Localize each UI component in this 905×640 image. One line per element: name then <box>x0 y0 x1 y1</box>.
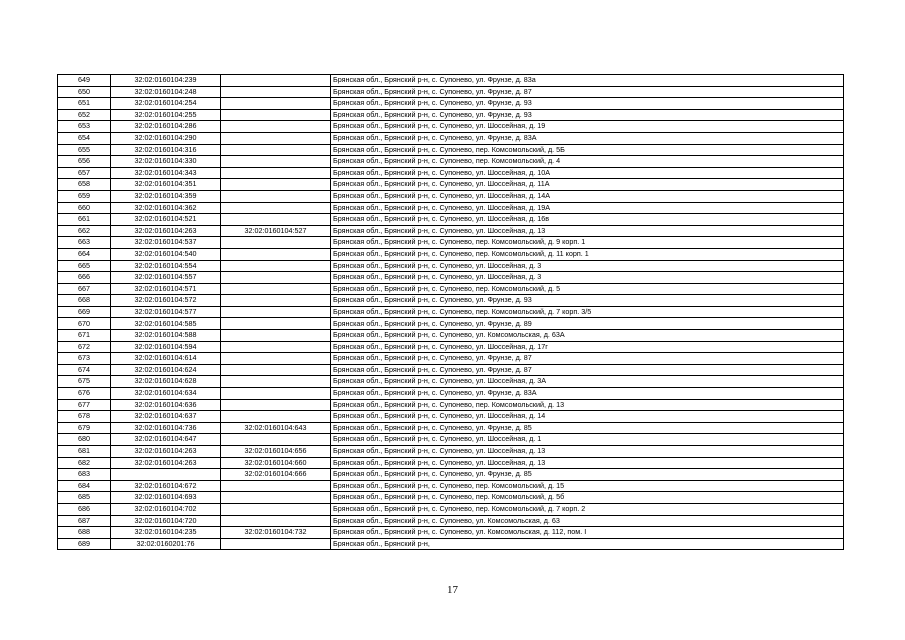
table-row <box>58 156 844 168</box>
related-number-cell <box>221 376 331 388</box>
related-number-cell <box>221 156 331 168</box>
address-cell: Брянская обл., Брянский р-н, с. Супонево, ул. Комсомольская, д. 63А <box>331 330 844 342</box>
row-number-cell: 679 <box>58 422 111 434</box>
cadastral-number-cell: 32:02:0160104:588 <box>111 330 221 342</box>
table-row <box>58 446 844 458</box>
row-number-cell: 657 <box>58 167 111 179</box>
row-number-cell: 651 <box>58 98 111 110</box>
related-number-cell <box>221 75 331 87</box>
cadastral-number-cell: 32:02:0160104:330 <box>111 156 221 168</box>
address-cell: Брянская обл., Брянский р-н, с. Супонево, ул. Шоссейная, д. 3 <box>331 272 844 284</box>
row-number-cell: 655 <box>58 144 111 156</box>
related-number-cell: 32:02:0160104:732 <box>221 527 331 539</box>
cadastral-number-cell: 32:02:0160104:614 <box>111 353 221 365</box>
cadastral-number-cell: 32:02:0160104:263 <box>111 225 221 237</box>
table-row <box>58 75 844 87</box>
address-cell: Брянская обл., Брянский р-н, с. Супонево, пер. Комсомольский, д. 11 корп. 1 <box>331 248 844 260</box>
row-number-cell: 685 <box>58 492 111 504</box>
related-number-cell <box>221 480 331 492</box>
related-number-cell <box>221 109 331 121</box>
row-number-cell: 664 <box>58 248 111 260</box>
address-cell: Брянская обл., Брянский р-н, с. Супонево, ул. Фрунзе, д. 93 <box>331 295 844 307</box>
row-number-cell: 684 <box>58 480 111 492</box>
address-cell: Брянская обл., Брянский р-н, с. Супонево, ул. Фрунзе, д. 85 <box>331 422 844 434</box>
row-number-cell: 677 <box>58 399 111 411</box>
row-number-cell: 673 <box>58 353 111 365</box>
cadastral-number-cell: 32:02:0160104:693 <box>111 492 221 504</box>
table-row <box>58 144 844 156</box>
table-row <box>58 527 844 539</box>
related-number-cell <box>221 341 331 353</box>
cadastral-number-cell: 32:02:0160104:628 <box>111 376 221 388</box>
table-row <box>58 318 844 330</box>
cadastral-number-cell: 32:02:0160104:537 <box>111 237 221 249</box>
table-row <box>58 492 844 504</box>
row-number-cell: 672 <box>58 341 111 353</box>
address-cell: Брянская обл., Брянский р-н, с. Супонево, пер. Комсомольский, д. 15 <box>331 480 844 492</box>
cadastral-table-body <box>58 75 844 550</box>
address-cell: Брянская обл., Брянский р-н, с. Супонево, ул. Шоссейная, д. 16в <box>331 214 844 226</box>
address-cell: Брянская обл., Брянский р-н, с. Супонево, ул. Шоссейная, д. 14А <box>331 190 844 202</box>
related-number-cell <box>221 179 331 191</box>
related-number-cell <box>221 237 331 249</box>
cadastral-number-cell: 32:02:0160104:594 <box>111 341 221 353</box>
cadastral-number-cell: 32:02:0160104:351 <box>111 179 221 191</box>
address-cell: Брянская обл., Брянский р-н, с. Супонево, пер. Комсомольский, д. 7 корп. 3/5 <box>331 306 844 318</box>
cadastral-number-cell: 32:02:0160104:572 <box>111 295 221 307</box>
row-number-cell: 669 <box>58 306 111 318</box>
related-number-cell <box>221 364 331 376</box>
table-row <box>58 248 844 260</box>
cadastral-number-cell: 32:02:0160104:254 <box>111 98 221 110</box>
table-row <box>58 272 844 284</box>
address-cell: Брянская обл., Брянский р-н, с. Супонево, ул. Фрунзе, д. 87 <box>331 86 844 98</box>
cadastral-number-cell: 32:02:0160104:720 <box>111 515 221 527</box>
address-cell: Брянская обл., Брянский р-н, с. Супонево, пер. Комсомольский, д. 13 <box>331 399 844 411</box>
related-number-cell: 32:02:0160104:656 <box>221 446 331 458</box>
address-cell: Брянская обл., Брянский р-н, с. Супонево, пер. Комсомольский, д. 5 <box>331 283 844 295</box>
cadastral-number-cell: 32:02:0160104:571 <box>111 283 221 295</box>
row-number-cell: 675 <box>58 376 111 388</box>
row-number-cell: 681 <box>58 446 111 458</box>
row-number-cell: 668 <box>58 295 111 307</box>
related-number-cell <box>221 167 331 179</box>
row-number-cell: 666 <box>58 272 111 284</box>
related-number-cell <box>221 260 331 272</box>
table-row <box>58 86 844 98</box>
table-row <box>58 132 844 144</box>
table-row <box>58 457 844 469</box>
address-cell: Брянская обл., Брянский р-н, с. Супонево, пер. Комсомольский, д. 9 корп. 1 <box>331 237 844 249</box>
row-number-cell: 658 <box>58 179 111 191</box>
table-row <box>58 295 844 307</box>
table-row <box>58 190 844 202</box>
row-number-cell: 659 <box>58 190 111 202</box>
address-cell: Брянская обл., Брянский р-н, с. Супонево, ул. Фрунзе, д. 93 <box>331 98 844 110</box>
table-row <box>58 480 844 492</box>
row-number-cell: 680 <box>58 434 111 446</box>
row-number-cell: 678 <box>58 411 111 423</box>
table-row <box>58 434 844 446</box>
related-number-cell <box>221 306 331 318</box>
table-row <box>58 179 844 191</box>
address-cell: Брянская обл., Брянский р-н, с. Супонево, ул. Шоссейная, д. 10А <box>331 167 844 179</box>
cadastral-number-cell: 32:02:0160104:577 <box>111 306 221 318</box>
address-cell: Брянская обл., Брянский р-н, с. Супонево, ул. Шоссейная, д. 13 <box>331 446 844 458</box>
cadastral-table <box>57 74 844 550</box>
table-row <box>58 503 844 515</box>
cadastral-number-cell: 32:02:0160104:636 <box>111 399 221 411</box>
address-cell: Брянская обл., Брянский р-н, с. Супонево, пер. Комсомольский, д. 7 корп. 2 <box>331 503 844 515</box>
table-row <box>58 538 844 550</box>
row-number-cell: 654 <box>58 132 111 144</box>
row-number-cell: 650 <box>58 86 111 98</box>
address-cell: Брянская обл., Брянский р-н, с. Супонево, ул. Фрунзе, д. 89 <box>331 318 844 330</box>
related-number-cell <box>221 202 331 214</box>
cadastral-number-cell: 32:02:0160104:637 <box>111 411 221 423</box>
related-number-cell <box>221 515 331 527</box>
address-cell: Брянская обл., Брянский р-н, с. Супонево, пер. Комсомольский, д. 4 <box>331 156 844 168</box>
row-number-cell: 688 <box>58 527 111 539</box>
cadastral-number-cell: 32:02:0160104:255 <box>111 109 221 121</box>
address-cell: Брянская обл., Брянский р-н, с. Супонево, ул. Шоссейная, д. 13 <box>331 225 844 237</box>
related-number-cell: 32:02:0160104:666 <box>221 469 331 481</box>
cadastral-number-cell: 32:02:0160104:263 <box>111 457 221 469</box>
address-cell: Брянская обл., Брянский р-н, с. Супонево, ул. Шоссейная, д. 3А <box>331 376 844 388</box>
address-cell: Брянская обл., Брянский р-н, с. Супонево, ул. Фрунзе, д. 87 <box>331 364 844 376</box>
row-number-cell: 671 <box>58 330 111 342</box>
address-cell: Брянская обл., Брянский р-н, с. Супонево, ул. Шоссейная, д. 11А <box>331 179 844 191</box>
table-row <box>58 260 844 272</box>
address-cell: Брянская обл., Брянский р-н, с. Супонево, ул. Шоссейная, д. 19 <box>331 121 844 133</box>
cadastral-number-cell: 32:02:0160104:554 <box>111 260 221 272</box>
table-row <box>58 353 844 365</box>
address-cell: Брянская обл., Брянский р-н, с. Супонево, ул. Фрунзе, д. 93 <box>331 109 844 121</box>
row-number-cell: 674 <box>58 364 111 376</box>
table-row <box>58 388 844 400</box>
row-number-cell: 683 <box>58 469 111 481</box>
cadastral-number-cell: 32:02:0160104:286 <box>111 121 221 133</box>
row-number-cell: 653 <box>58 121 111 133</box>
related-number-cell <box>221 248 331 260</box>
table-row <box>58 214 844 226</box>
cadastral-number-cell: 32:02:0160104:248 <box>111 86 221 98</box>
cadastral-number-cell: 32:02:0160201:76 <box>111 538 221 550</box>
related-number-cell <box>221 98 331 110</box>
related-number-cell <box>221 330 331 342</box>
related-number-cell <box>221 538 331 550</box>
cadastral-number-cell <box>111 469 221 481</box>
table-row <box>58 376 844 388</box>
table-row <box>58 283 844 295</box>
cadastral-number-cell: 32:02:0160104:557 <box>111 272 221 284</box>
table-row <box>58 422 844 434</box>
cadastral-number-cell: 32:02:0160104:736 <box>111 422 221 434</box>
row-number-cell: 686 <box>58 503 111 515</box>
address-cell: Брянская обл., Брянский р-н, <box>331 538 844 550</box>
related-number-cell <box>221 411 331 423</box>
address-cell: Брянская обл., Брянский р-н, с. Супонево, ул. Шоссейная, д. 19А <box>331 202 844 214</box>
address-cell: Брянская обл., Брянский р-н, с. Супонево, ул. Фрунзе, д. 85 <box>331 469 844 481</box>
address-cell: Брянская обл., Брянский р-н, с. Супонево, ул. Шоссейная, д. 14 <box>331 411 844 423</box>
related-number-cell: 32:02:0160104:643 <box>221 422 331 434</box>
address-cell: Брянская обл., Брянский р-н, с. Супонево, ул. Шоссейная, д. 13 <box>331 457 844 469</box>
cadastral-number-cell: 32:02:0160104:672 <box>111 480 221 492</box>
related-number-cell <box>221 144 331 156</box>
related-number-cell <box>221 272 331 284</box>
cadastral-number-cell: 32:02:0160104:343 <box>111 167 221 179</box>
cadastral-number-cell: 32:02:0160104:585 <box>111 318 221 330</box>
row-number-cell: 670 <box>58 318 111 330</box>
address-cell: Брянская обл., Брянский р-н, с. Супонево, ул. Комсомольская, д. 112, пом. I <box>331 527 844 539</box>
related-number-cell <box>221 318 331 330</box>
row-number-cell: 663 <box>58 237 111 249</box>
address-cell: Брянская обл., Брянский р-н, с. Супонево, ул. Фрунзе, д. 87 <box>331 353 844 365</box>
table-row <box>58 515 844 527</box>
related-number-cell <box>221 434 331 446</box>
address-cell: Брянская обл., Брянский р-н, с. Супонево, ул. Шоссейная, д. 3 <box>331 260 844 272</box>
cadastral-number-cell: 32:02:0160104:634 <box>111 388 221 400</box>
cadastral-number-cell: 32:02:0160104:239 <box>111 75 221 87</box>
row-number-cell: 662 <box>58 225 111 237</box>
row-number-cell: 682 <box>58 457 111 469</box>
table-row <box>58 167 844 179</box>
table-row <box>58 411 844 423</box>
table-row <box>58 225 844 237</box>
address-cell: Брянская обл., Брянский р-н, с. Супонево, ул. Фрунзе, д. 83а <box>331 75 844 87</box>
cadastral-number-cell: 32:02:0160104:362 <box>111 202 221 214</box>
cadastral-number-cell: 32:02:0160104:647 <box>111 434 221 446</box>
related-number-cell <box>221 86 331 98</box>
table-row <box>58 121 844 133</box>
related-number-cell <box>221 132 331 144</box>
table-row <box>58 306 844 318</box>
cadastral-number-cell: 32:02:0160104:235 <box>111 527 221 539</box>
cadastral-number-cell: 32:02:0160104:316 <box>111 144 221 156</box>
table-row <box>58 330 844 342</box>
cadastral-number-cell: 32:02:0160104:290 <box>111 132 221 144</box>
table-row <box>58 237 844 249</box>
cadastral-number-cell: 32:02:0160104:540 <box>111 248 221 260</box>
table-row <box>58 109 844 121</box>
related-number-cell <box>221 492 331 504</box>
row-number-cell: 676 <box>58 388 111 400</box>
address-cell: Брянская обл., Брянский р-н, с. Супонево, ул. Шоссейная, д. 17г <box>331 341 844 353</box>
table-row <box>58 469 844 481</box>
row-number-cell: 667 <box>58 283 111 295</box>
address-cell: Брянская обл., Брянский р-н, с. Супонево, пер. Комсомольский, д. 5Б <box>331 144 844 156</box>
cadastral-number-cell: 32:02:0160104:702 <box>111 503 221 515</box>
related-number-cell <box>221 283 331 295</box>
row-number-cell: 689 <box>58 538 111 550</box>
related-number-cell <box>221 503 331 515</box>
related-number-cell <box>221 121 331 133</box>
row-number-cell: 656 <box>58 156 111 168</box>
address-cell: Брянская обл., Брянский р-н, с. Супонево, пер. Комсомольский, д. 5б <box>331 492 844 504</box>
address-cell: Брянская обл., Брянский р-н, с. Супонево, ул. Фрунзе, д. 83А <box>331 132 844 144</box>
address-cell: Брянская обл., Брянский р-н, с. Супонево, ул. Комсомольская, д. 63 <box>331 515 844 527</box>
related-number-cell <box>221 388 331 400</box>
related-number-cell <box>221 190 331 202</box>
row-number-cell: 687 <box>58 515 111 527</box>
related-number-cell: 32:02:0160104:527 <box>221 225 331 237</box>
row-number-cell: 649 <box>58 75 111 87</box>
related-number-cell: 32:02:0160104:660 <box>221 457 331 469</box>
address-cell: Брянская обл., Брянский р-н, с. Супонево, ул. Фрунзе, д. 83А <box>331 388 844 400</box>
related-number-cell <box>221 295 331 307</box>
cadastral-number-cell: 32:02:0160104:359 <box>111 190 221 202</box>
table-row <box>58 98 844 110</box>
table-row <box>58 364 844 376</box>
cadastral-number-cell: 32:02:0160104:521 <box>111 214 221 226</box>
related-number-cell <box>221 214 331 226</box>
row-number-cell: 661 <box>58 214 111 226</box>
address-cell: Брянская обл., Брянский р-н, с. Супонево, ул. Шоссейная, д. 1 <box>331 434 844 446</box>
cadastral-number-cell: 32:02:0160104:263 <box>111 446 221 458</box>
related-number-cell <box>221 353 331 365</box>
table-row <box>58 341 844 353</box>
related-number-cell <box>221 399 331 411</box>
row-number-cell: 665 <box>58 260 111 272</box>
table-row <box>58 399 844 411</box>
page-number: 17 <box>447 584 458 596</box>
table-row <box>58 202 844 214</box>
cadastral-number-cell: 32:02:0160104:624 <box>111 364 221 376</box>
row-number-cell: 652 <box>58 109 111 121</box>
row-number-cell: 660 <box>58 202 111 214</box>
